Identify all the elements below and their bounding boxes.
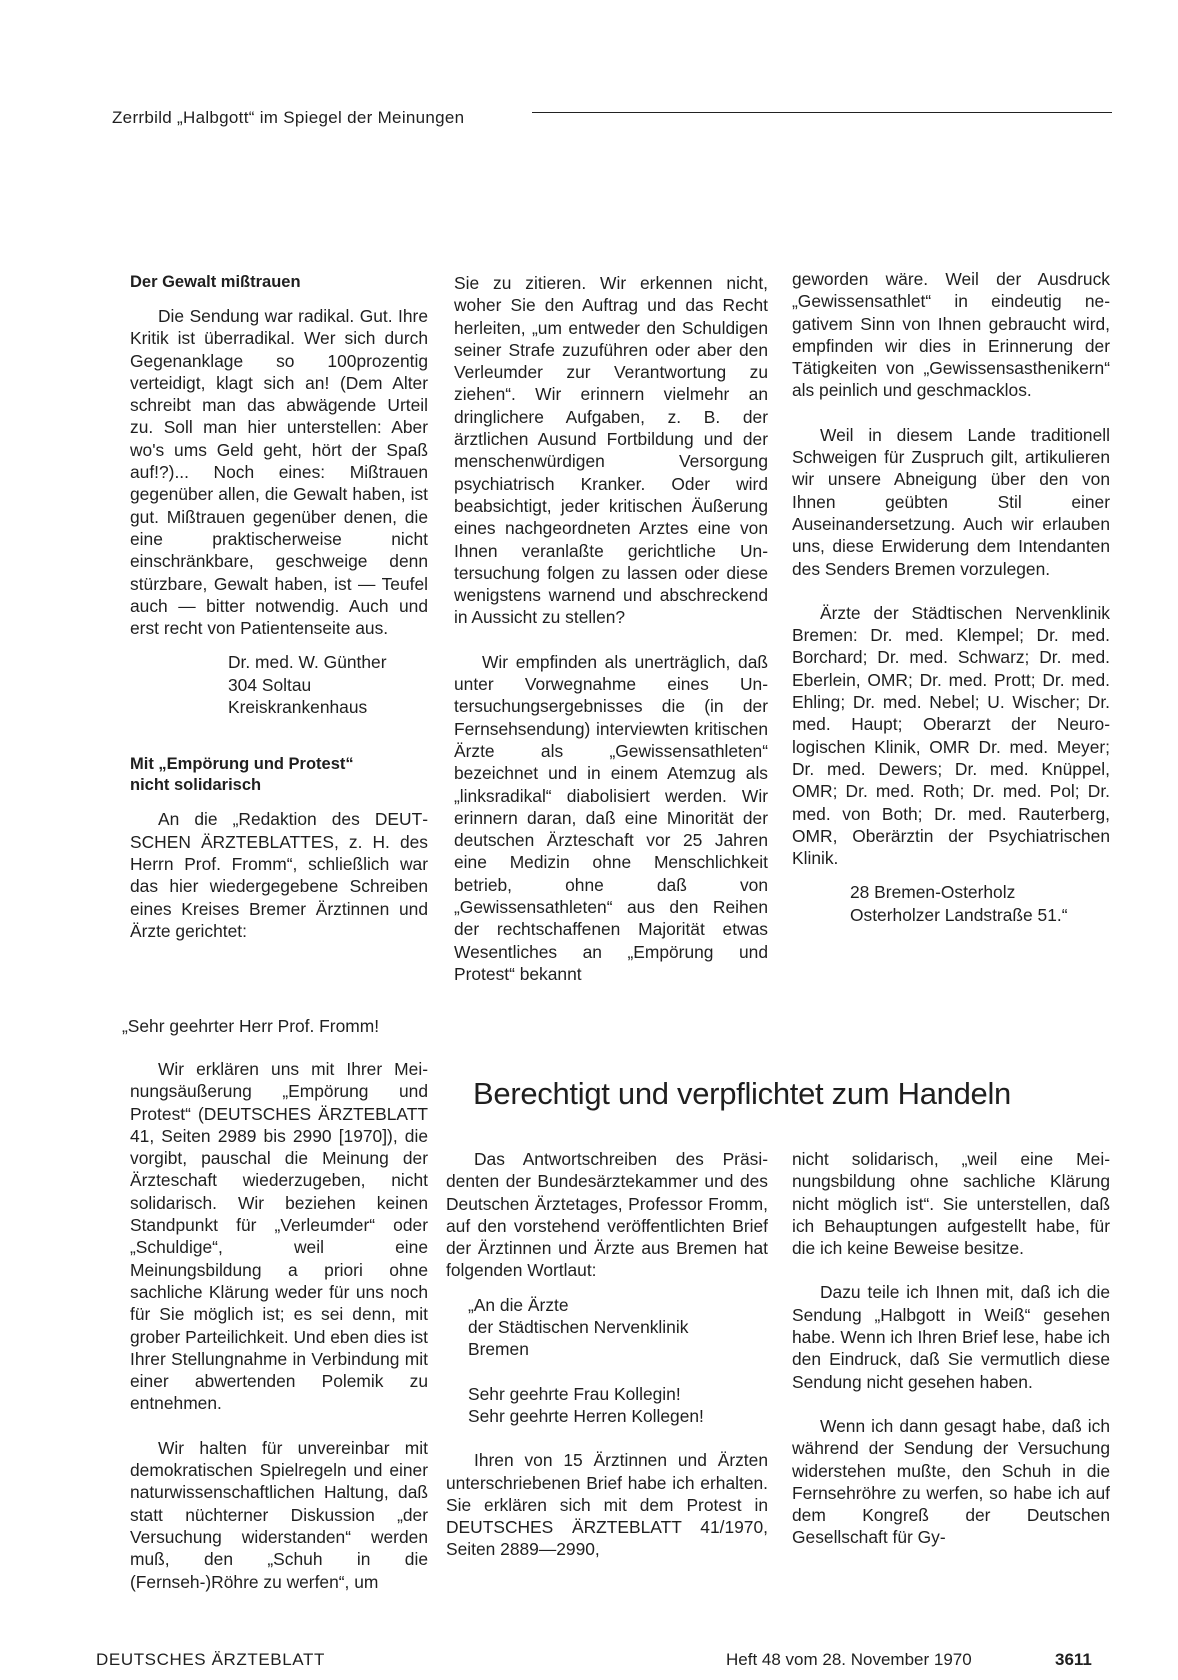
letter1-sig-city: 304 Soltau [228,674,312,695]
article-address-line3: Bremen [468,1339,529,1360]
article-paragraph-4: Wenn ich dann gesagt habe, daß ich während der Sendung der Versuchung widerstehen mußte, den Schuh in die Fernsehröhre zu werfen, so habe ich auf dem Kongreß der Deutschen Gesellschaft für Gy- [792,1415,1110,1548]
article-address-line1: „An die Ärzte [468,1294,569,1315]
running-header: Zerrbild „Halbgott“ im Spiegel der Meinungen [112,108,465,127]
column-1-upper [130,272,428,942]
letter1-body: Die Sendung war radikal. Gut. Ihre Kritik ist überradikal. Wer sich durch Gegenanklage so 100prozentig verteidigt, klagt sich an! (Dem Alter schreibt man das abwägende Urteil zu. Soll man hier unterstellen: Aber wo's ums Geld geht, hört der Spaß auf!?)... Noch eines: Mißtrauen gegenüber allen, die Gewalt haben, ist gut. Mißtrauen gegenüber denen, die eine praktischerweise nicht einschränkbare, geschweige denn stürzbare, Gewalt haben, ist — Teufel auch — bitter notwendig. Auch und erst recht von Patientenseite aus. [130,306,428,639]
letter2-address-line1: 28 Bremen-Osterholz [850,882,1016,903]
letter1-sig-name: Dr. med. W. Günther [228,652,387,673]
article-title: Berechtigt und verpflichtet zum Handeln [473,1076,1011,1111]
column-1-lower [130,1058,428,1593]
letter2-paragraph-1: Wir erklären uns mit Ihrer Meinungsäußerung „Empörung und Protest“ (DEUTSCHES ÄRZTEBLATT 41, Seiten 2989 bis 2990 [1970]), die vorgibt, pauschal die Meinung der Ärzteschaft wiederzugeben, nicht solidarisch. Wir beziehen keinen Standpunkt für „Verleumder“ oder „Schuldige“, weil eine Meinungsbildung a priori ohne sachliche Klärung weder für uns noch für Sie möglich ist; es sei denn, mit grober Parteilichkeit. Und eben dies ist Ihrer Stellungnahme in Verbindung mit einer abwertenden Polemik zu entnehmen. [130,1059,428,1414]
column-2-upper [454,272,768,985]
letter1-sig-place: Kreiskrankenhaus [228,697,368,718]
column-3-upper [792,268,1110,926]
letter2-heading-line2: nicht solidarisch [130,776,262,795]
letter2-paragraph-3: Sie zu zitieren. Wir erkennen nicht, woher Sie den Auftrag und das Recht herleiten, „um entweder den Schuldigen seiner Strafe zuzuführen oder aber den Verleumder zur Verantwortung zu ziehen“. Wir erinnern vielmehr an dringlichere Aufgaben, z. B. der ärztlichen Ausund Fortbildung und der menschenwürdigen Versorgung psychiatrisch Kranker. Oder wird beabsichtigt, jeder kritischen Äußerung eines nachgeordneten Arztes eine von Ihnen veranlaßte gerichtliche Untersuchung folgen zu lassen oder diese wenigstens warnend und abschreckend in Aussicht zu stellen? [454,273,768,628]
article-greeting-1: Sehr geehrte Frau Kollegin! [468,1383,681,1404]
letter2-signatories: Ärzte der Städtischen Nervenklinik Bremen: Dr. med. Klempel; Dr. med. Borchard; Dr. med. Schwarz; Dr. med. Eberlein, OMR; Dr. med. Prott; Dr. med. Ehling; Dr. med. Nebel; U. Wischer; Dr. med. Haupt; Oberarzt der Neurologischen Klinik, OMR Dr. med. Meyer; Dr. med. Dewers; Dr. med. Knüppel, OMR; Dr. med. Roth; Dr. med. Pol; Dr. med. von Both; Dr. med. Rauterberg, OMR, Oberärztin der Psychiatrischen Klinik. [792,602,1110,869]
article-intro: Das Antwortschreiben des Präsidenten der Bundesärztekammer und des Deutschen Ärztetages, Professor Fromm, auf den vorstehend veröffentlichten Brief der Ärztinnen und Ärzte aus Bremen hat folgenden Wortlaut: [446,1149,768,1281]
column-2-lower [446,1148,768,1561]
letter1-heading: Der Gewalt mißtrauen [130,273,301,291]
letter2-heading-line1: Mit „Empörung und Protest“ [130,755,354,774]
letter2-salutation: „Sehr geehrter Herr Prof. Fromm! [122,1016,380,1036]
letter2-address-line2: Osterholzer Landstraße 51.“ [850,904,1068,925]
letter2-paragraph-5: geworden wäre. Weil der Ausdruck „Gewissensathlet“ in eindeutig negativem Sinn von Ihnen gebraucht wird, empfinden wir dies in Erinnerung der Tätigkeiten von „Gewissensasthenikern“ als peinlich und geschmacklos. [792,269,1110,401]
article-address-line2: der Städtischen Nervenklinik [468,1317,689,1338]
footer-journal: DEUTSCHES ÄRZTEBLATT [96,1650,325,1669]
letter2-paragraph-2: Wir halten für unvereinbar mit demokratischen Spielregeln und einer naturwissenschaftlichen Haltung, daß statt nüchterner Diskussion „der Versuchung widerstanden“ werden muß, den „Schuh in die (Fernseh-)Röhre zu werfen“, um [130,1437,428,1592]
letter2-paragraph-4: Wir empfinden als unerträglich, daß unter Vorwegnahme eines Untersuchungsergebnisses die (in der Fernsehsendung) interviewten kritischen Ärzte als „Gewissensathleten“ bezeichnet und in einem Atemzug als „linksradikal“ diabolisiert werden. Wir erinnern daran, daß eine Minorität der deutschen Ärzteschaft vor 25 Jahren eine Medizin ohne Menschlichkeit betrieb, ohne daß von „Gewissensathleten“ aus den Reihen der rechtschaffenen Majorität etwas Wesentliches an „Empörung und Protest“ bekannt [454,651,768,984]
letter2-paragraph-6: Weil in diesem Lande traditionell Schweigen für Zuspruch gilt, artikulieren wir unsere Abneigung über den von Ihnen geübten Stil einer Auseinandersetzung. Auch wir erlauben uns, diese Erwiderung dem Intendanten des Senders Bremen vorzulegen. [792,424,1110,579]
article-paragraph-1: Ihren von 15 Ärztinnen und Ärzten unterschriebenen Brief habe ich erhalten. Sie erklären sich mit dem Protest in DEUTSCHES ÄRZTEBLATT 41/1970, Seiten 2889—2990, [446,1450,768,1560]
footer-page-number: 3611 [1055,1650,1092,1669]
article-paragraph-3: Dazu teile ich Ihnen mit, daß ich die Sendung „Halbgott in Weiß“ gesehen habe. Wenn ich Ihren Brief lese, habe ich den Eindruck, daß Sie vermutlich diese Sendung nicht gesehen haben. [792,1282,1110,1392]
column-3-lower [792,1148,1110,1549]
letter2-intro: An die „Redaktion des DEUTSCHEN ÄRZTEBLATTES, z. H. des Herrn Prof. Fromm“, schließlich war das hier wiedergegebene Schreiben eines Kreises Bremer Ärztinnen und Ärzte gerichtet: [130,809,428,941]
footer-issue: Heft 48 vom 28. November 1970 [726,1650,972,1669]
header-rule [532,112,1112,113]
article-paragraph-2: nicht solidarisch, „weil eine Meinungsbildung ohne sachliche Klärung nicht möglich ist“. Sie unterstellen, daß ich Behauptungen aufgestellt habe, für die ich keine Beweise besitze. [792,1149,1110,1259]
article-greeting-2: Sehr geehrte Herren Kollegen! [468,1405,704,1426]
